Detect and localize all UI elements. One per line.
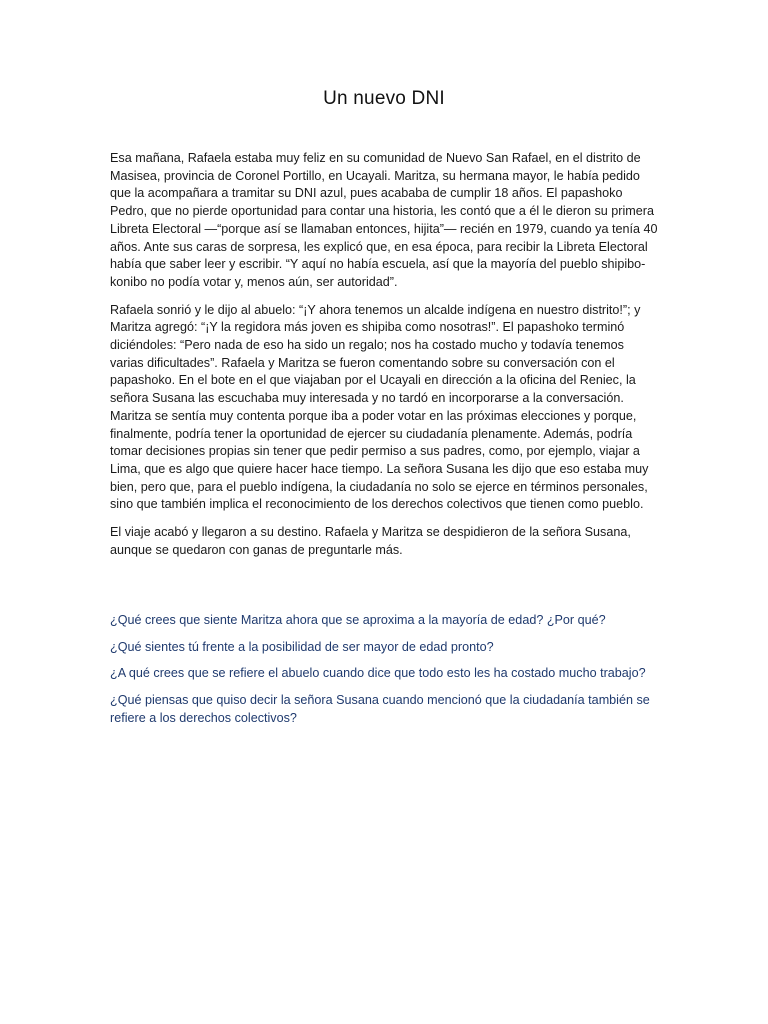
story-paragraph: Rafaela sonrió y le dijo al abuelo: “¡Y ahora tenemos un alcalde indígena en nuestro distrito!”; y Maritza agregó: “¡Y la regidora más joven es shipiba como nosotras!”. El papashoko terminó diciéndoles: “Pero nada de eso ha sido un regalo; nos ha costado mucho y todavía tenemos varias dificultades”. Rafaela y Maritza se fueron comentando sobre su conversación con el papashoko. En el bote en el que viajaban por el Ucayali en dirección a la oficina del Reniec, la señora Susana las escuchaba muy interesada y no tardó en incorporarse a la conversación. Maritza se sentía muy contenta porque iba a poder votar en las próximas elecciones y porque, finalmente, podría tener la oportunidad de ejercer su ciudadanía plenamente. Además, podría tomar decisiones propias sin tener que pedir permiso a sus padres, como, por ejemplo, viajar a Lima, que es algo que quiere hacer hace tiempo. La señora Susana les dijo que eso estaba muy bien, pero que, para el pueblo indígena, la ciudadanía no solo se ejerce en términos personales, sino que también implica el reconocimiento de los derechos colectivos que tienen como pueblo. [110, 302, 649, 512]
story-paragraph: Esa mañana, Rafaela estaba muy feliz en su comunidad de Nuevo San Rafael, en el distrito de Masisea, provincia de Coronel Portillo, en Ucayali. Maritza, su hermana mayor, le había pedido que la acompañara a tramitar su DNI azul, pues acababa de cumplir 18 años. El papashoko Pedro, que no pierde oportunidad para contar una historia, les contó que a él le dieron su primera Libreta Electoral —“porque así se llamaban entonces, hijita”— recién en 1979, cuando ya tenía 40 años. Ante sus caras de sorpresa, les explicó que, en esa época, para recibir la Libreta Electoral había que saber leer y escribir. “Y aquí no había escuela, así que la mayoría del pueblo shipibo-konibo no podía votar y, menos aún, ser autoridad”. [110, 151, 658, 289]
question-item: ¿Qué sientes tú frente a la posibilidad de ser mayor de edad pronto? [110, 639, 494, 654]
question-item: ¿A qué crees que se refiere el abuelo cuando dice que todo esto les ha costado mucho trabajo? [110, 666, 646, 681]
story-paragraph: El viaje acabó y llegaron a su destino. Rafaela y Maritza se despidieron de la señora Susana, aunque se quedaron con ganas de preguntarle más. [110, 525, 631, 557]
question-list [110, 612, 658, 737]
question-item: ¿Qué piensas que quiso decir la señora Susana cuando mencionó que la ciudadanía también se refiere a los derechos colectivos? [110, 693, 650, 725]
story-body [110, 150, 658, 569]
question-item: ¿Qué crees que siente Maritza ahora que se aproxima a la mayoría de edad? ¿Por qué? [110, 613, 606, 627]
page-title: Un nuevo DNI [323, 88, 445, 109]
